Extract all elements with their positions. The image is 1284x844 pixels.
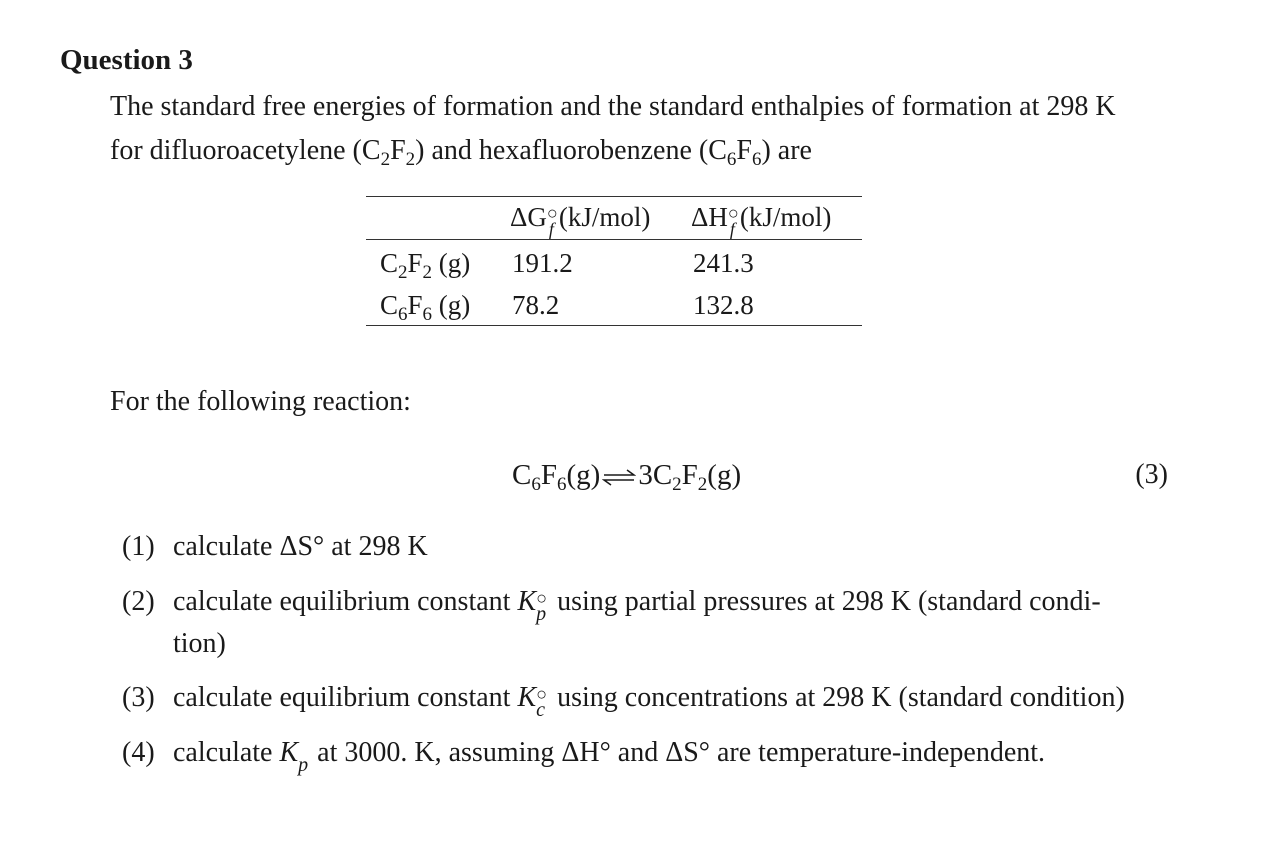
table-row-species xyxy=(380,246,471,283)
subscript: 2 xyxy=(697,474,708,495)
subscript: 2 xyxy=(422,262,433,283)
item-text xyxy=(173,582,1101,625)
table-cell-dG: 191.2 xyxy=(512,248,573,278)
subscript: 6 xyxy=(751,149,762,170)
subscript: 6 xyxy=(556,474,567,495)
equation-number: (3) xyxy=(1135,459,1168,490)
k-symbol: K xyxy=(517,682,537,713)
eq-text: F xyxy=(681,459,698,491)
header-symbol: ΔG xyxy=(510,202,547,232)
subscript: 2 xyxy=(672,474,682,495)
header-symbol: ΔH xyxy=(691,202,728,232)
table-rule-mid xyxy=(366,239,862,240)
table-rule-top xyxy=(366,196,862,197)
item-text: calculate ΔS° at 298 K xyxy=(173,531,428,562)
header-unit: (kJ/mol) xyxy=(558,202,651,232)
subscript: 6 xyxy=(531,474,541,495)
eq-text: (g) xyxy=(566,459,601,491)
phase-text: (g) xyxy=(432,248,471,278)
intro-text: for difluoroacetylene (C xyxy=(110,135,381,166)
question-intro xyxy=(110,85,1190,173)
item-text-post: using concentrations at 298 K (standard condition) xyxy=(550,682,1125,713)
species-text: F xyxy=(407,290,423,320)
degree-mark: ○ xyxy=(727,203,739,223)
table-header-dH xyxy=(691,200,832,239)
item-text-post: at 3000. K, assuming ΔH° and ΔS° are temperature-independent. xyxy=(310,737,1046,768)
equilibrium-arrow-icon xyxy=(602,467,636,487)
table-row-species xyxy=(380,288,471,325)
intro-text: F xyxy=(390,135,406,166)
item-text-cont: tion) xyxy=(173,628,226,659)
eq-text: (g) xyxy=(707,459,742,491)
phase-text: (g) xyxy=(432,290,471,320)
question-title: Question 3 xyxy=(60,44,193,76)
subscript: 2 xyxy=(398,262,408,283)
reaction-equation xyxy=(512,455,741,495)
item-number: (1) xyxy=(122,531,155,562)
item-number: (4) xyxy=(122,737,155,768)
table-rule-bottom xyxy=(366,325,862,326)
intro-text: ) are xyxy=(761,135,812,166)
k-subscript: c xyxy=(536,699,546,721)
reaction-lead-text: For the following reaction: xyxy=(110,386,411,417)
species-text: F xyxy=(407,248,423,278)
k-subscript: p xyxy=(536,603,547,625)
item-text xyxy=(173,733,1046,776)
table-cell-dH: 241.3 xyxy=(693,248,754,278)
f-subscript: f xyxy=(729,219,735,239)
header-unit: (kJ/mol) xyxy=(739,202,832,232)
table-cell-dH: 132.8 xyxy=(693,290,754,320)
item-number: (3) xyxy=(122,682,155,713)
k-symbol: K xyxy=(279,737,299,768)
degree-mark: ○ xyxy=(536,684,547,704)
degree-mark: ○ xyxy=(546,203,558,223)
intro-line-2 xyxy=(110,129,1190,173)
eq-text: F xyxy=(540,459,557,491)
species-text: C xyxy=(380,290,399,320)
item-text-pre: calculate xyxy=(173,737,280,768)
eq-text: 3C xyxy=(638,459,673,491)
intro-line-1: The standard free energies of formation and the standard enthalpies of formation at 298 K xyxy=(110,91,1116,122)
eq-text: C xyxy=(512,459,532,491)
table-header-dG xyxy=(510,200,651,239)
item-text xyxy=(173,678,1125,721)
k-subscript: p xyxy=(298,754,309,776)
subscript: 6 xyxy=(726,149,737,170)
subscript: 2 xyxy=(405,149,416,170)
intro-text: ) and hexafluorobenzene (C xyxy=(415,135,727,166)
item-text-post: using partial pressures at 298 K (standard condi- xyxy=(550,586,1101,617)
subscript: 6 xyxy=(422,304,433,325)
subscript: 2 xyxy=(380,149,391,170)
item-number: (2) xyxy=(122,586,155,617)
subscript: 6 xyxy=(398,304,408,325)
intro-text: F xyxy=(736,135,752,166)
degree-mark: ○ xyxy=(536,588,547,608)
item-text-pre: calculate equilibrium constant xyxy=(173,586,518,617)
species-text: C xyxy=(380,248,399,278)
f-subscript: f xyxy=(548,219,554,239)
table-cell-dG: 78.2 xyxy=(512,290,560,320)
item-text-pre: calculate equilibrium constant xyxy=(173,682,518,713)
k-symbol: K xyxy=(517,586,537,617)
